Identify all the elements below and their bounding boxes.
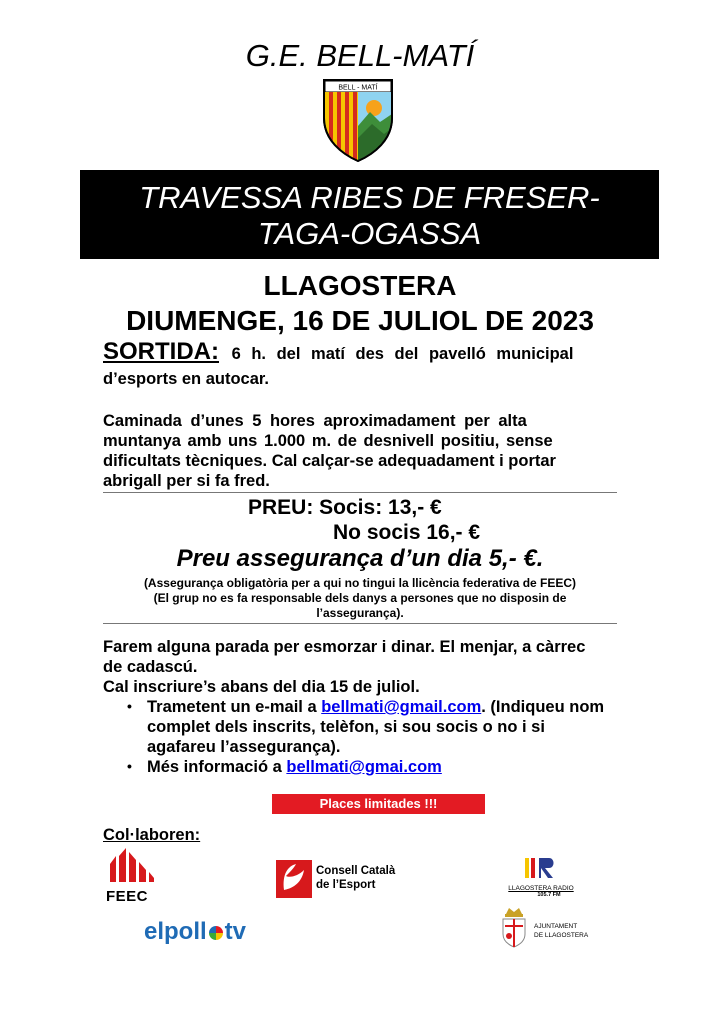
shield-label: BELL - MATÍ	[338, 84, 378, 92]
ajuntament-line2: DE LLAGOSTERA	[534, 932, 589, 939]
elpoll-text: elpoll	[144, 918, 207, 945]
departure-text: 6 h. del matí des del pavelló municipal	[231, 345, 574, 363]
consell-catala-logo	[276, 860, 406, 900]
description-line1: Caminada d’unes 5 hores aproximadament per alta	[103, 412, 527, 430]
elpoll-tv-text: tv	[224, 918, 247, 945]
bullet-more-info	[127, 757, 442, 777]
insurance-note-line1: (Assegurança obligatòria per a qui no tingui la llicència federativa de FEEC)	[143, 576, 577, 590]
departure-label: SORTIDA:	[103, 338, 219, 365]
ajuntament-crest-icon	[500, 906, 528, 948]
bullet1-line3: agafareu l’assegurança).	[147, 738, 341, 756]
bullet1-line2: complet dels inscrits, telèfon, si sou socis o no i si	[147, 718, 545, 736]
info-line1: Farem alguna parada per esmorzar i dinar. El menjar, a càrrec	[103, 638, 586, 656]
consell-line2: de l’Esport	[316, 879, 376, 891]
radio-frequency: 105.7 FM	[537, 892, 561, 898]
radio-name: LLAGOSTERA RADIO	[508, 885, 574, 892]
feec-logo-text: FEEC	[106, 888, 149, 905]
divider	[103, 492, 617, 493]
price-non-members: No socis 16,- €	[333, 521, 481, 544]
club-title: G.E. BELL-MATÍ	[245, 38, 475, 73]
elpoll-tv-logo	[144, 918, 246, 952]
bullet1-prefix: Trametent un e-mail a	[147, 698, 322, 716]
places-limited-badge: Places limitades !!!	[272, 794, 485, 814]
info-line2: de cadascú.	[103, 658, 198, 676]
event-title-line1: TRAVESSA RIBES DE FRESER-	[139, 180, 600, 215]
radio-emblem-icon	[521, 856, 561, 880]
location-heading: LLAGOSTERA	[263, 270, 457, 301]
email-link[interactable]: bellmati@gmail.com	[321, 698, 482, 716]
description-line2: muntanya amb uns 1.000 m. de desnivell positiu, sense	[103, 432, 553, 450]
event-title-line2: TAGA-OGASSA	[257, 216, 482, 251]
llagostera-radio-logo	[506, 856, 576, 900]
bullet-dot: •	[127, 698, 132, 714]
feec-logo	[106, 846, 156, 905]
bullet-email	[127, 697, 605, 717]
insurance-price: Preu assegurança d’un dia 5,- €.	[176, 545, 544, 572]
elpoll-color-wheel-icon	[209, 926, 223, 940]
departure-line1	[103, 338, 617, 365]
event-title-banner	[80, 170, 659, 259]
consell-emblem-icon	[276, 860, 312, 898]
date-heading: DIUMENGE, 16 DE JULIOL DE 2023	[126, 305, 594, 336]
ajuntament-line1: AJUNTAMENT	[534, 923, 578, 930]
collaborators-label: Col·laboren:	[103, 826, 201, 844]
ajuntament-logo	[500, 906, 600, 954]
price-members: PREU: Socis: 13,- €	[248, 496, 442, 519]
departure-line2: d’esports en autocar.	[103, 370, 269, 388]
bullet1-suffix: . (Indiqueu nom	[481, 698, 605, 716]
bullet2-prefix: Més informació a	[147, 758, 287, 776]
club-shield-logo	[322, 78, 394, 162]
insurance-note-line3: l’assegurança).	[316, 606, 404, 620]
description-line4: abrigall per si fa fred.	[103, 472, 270, 490]
bullet-dot: •	[127, 758, 132, 774]
feec-mountain-icon	[106, 846, 156, 882]
info-line3: Cal inscriure’s abans del dia 15 de juliol.	[103, 678, 420, 696]
divider	[103, 623, 617, 624]
insurance-note-line2: (El grup no es fa responsable dels danys a persones que no disposin de	[153, 591, 567, 605]
info-email-link[interactable]: bellmati@gmai.com	[286, 758, 442, 776]
consell-line1: Consell Català	[316, 865, 396, 877]
description-line3: dificultats tècniques. Cal calçar-se adequadament i portar	[103, 452, 556, 470]
